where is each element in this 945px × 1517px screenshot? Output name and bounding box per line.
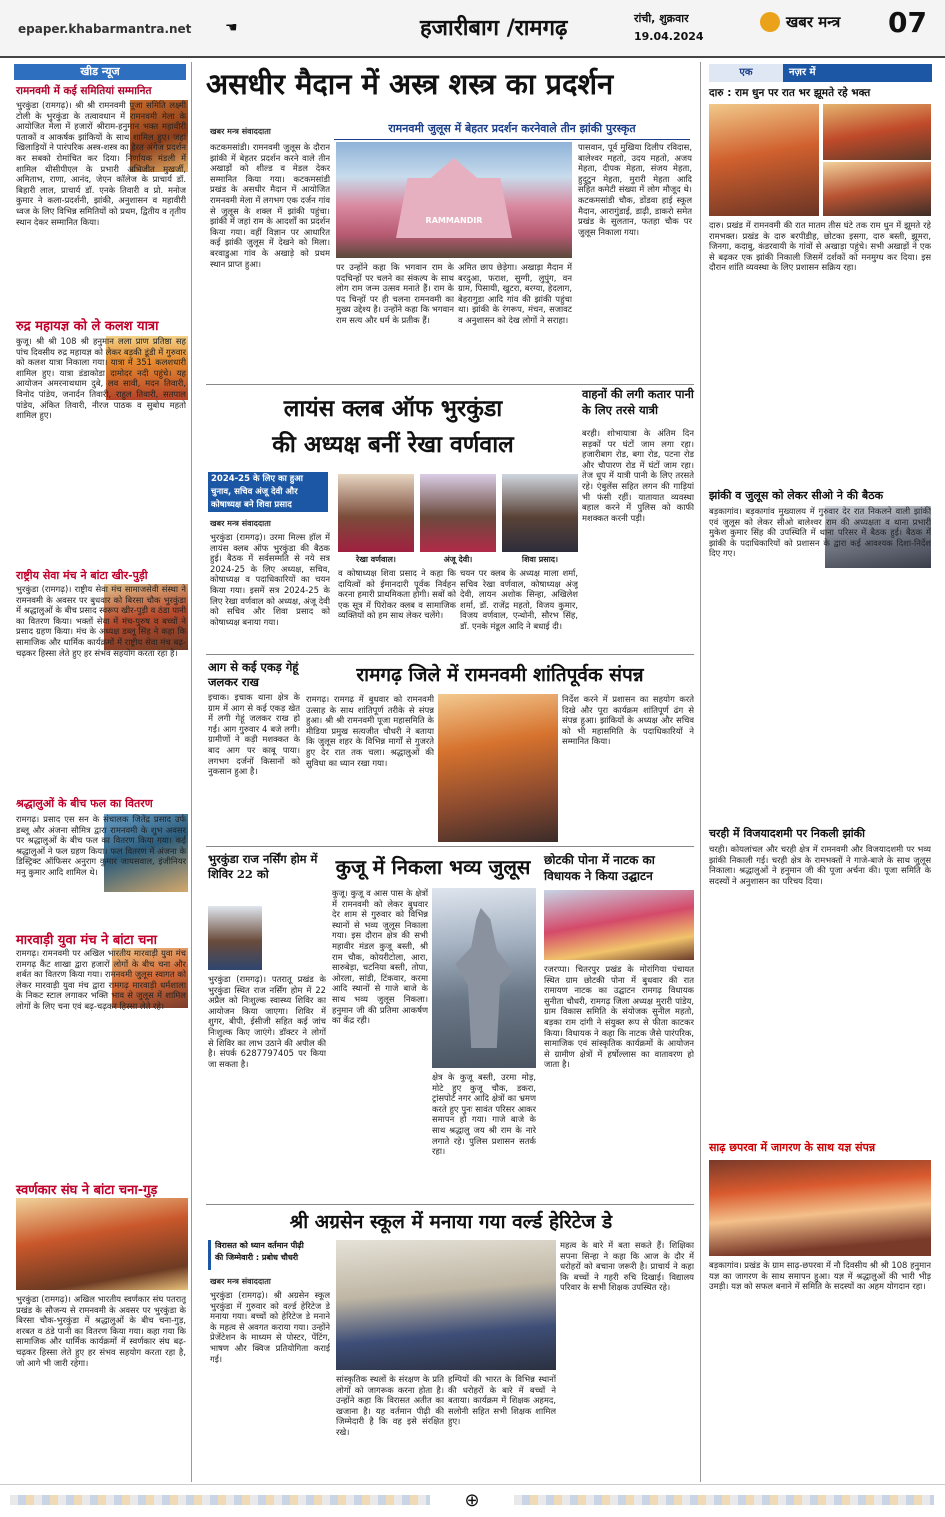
pona-headline: छोटकी पोना में नाटक का विधायक ने किया उद्घाटन [544, 853, 655, 883]
right-s4-headline: साढ़ छपरवा में जागरण के साथ यज्ञ संपन्न [709, 1141, 876, 1154]
lions-tagline: 2024-25 के लिए का हुआ चुनाव, सचिव अंजू देवी और कोषाध्यक्ष बने शिवा प्रसाद [208, 472, 328, 512]
school-tagline-line-2: की जिम्मेवारी : प्रबोध चौधरी [215, 1253, 299, 1262]
right-s1-headline: दारु : राम धुन पर रात भर झूमते रहे भक्त [709, 87, 871, 99]
lions-photo-3 [502, 474, 578, 552]
kuju-body-1: कुजू। कुजू व आस पास के क्षेत्रों में रामनवमी को लेकर बुधवार देर शाम से गुरुवार को विभिन्न स्थानों से भव्य जुलूस निकाला गया। इस दौरान क्षेत्र की सभी महावीर मंडल कुजू बस्ती, श्री राम चौक, कोयरीटोला, आरा, सारुबेड़ा, चटनिया बस्ती, तोपा, ओरला, सांडी, टिंकवार, करमा आदि स्थानों से गाजे बाजे के साथ भव्य जुलूस निकला। हनुमान जी की प्रतिमा आकर्षण का केंद्र रही। [332, 888, 428, 1026]
lead-byline: खबर मन्त्र संवाददाता [210, 127, 271, 136]
right-s1-photo-c [823, 162, 931, 216]
school-headline: श्री अग्रसेन स्कूल में मनाया गया वर्ल्ड हेरिटेज डे [289, 1211, 613, 1233]
school-photo [336, 1240, 556, 1370]
right-s1-body: दारु। प्रखंड में रामनवमी की रात मातम तीस घंटे तक राम धुन में झूमते रहे रामभक्त। प्रखंड के दारु बरपीडीह, छोटका इसगा, दारु बस्ती, झूमरा, जिनगा, कदाबु, कंडरवायी के गांवों से अखाड़ा पहुंचे। सभी अखाड़ों ने एक से बढ़कर एक झांकी निकाली जिसमें दर्शकों को मनमुग्ध कर दिया। इस दौरान शांति व्यवस्था के लिए प्रशासन सक्रिय रहा। [709, 220, 931, 273]
school-tagline-line-1: विरासत को ध्यान वर्तमान पीढ़ी [215, 1241, 304, 1250]
school-body-4: हम्पियों की भारत के विभिन्न स्थानों की धरोहरों के बारे में बच्चों ने बताया। कार्यक्रम में शिक्षक अहमद, सलोनी सहित सभी शिक्षक शामिल हुए। [448, 1374, 556, 1427]
left-s6-body: भुरकुंडा (रामगढ़)। अखिल भारतीय स्वर्णकार संघ पतरातू प्रखंड के सौजन्य से रामनवमी के अवसर पर भुरकुंडा के बिरसा चौक-भुरकुंडा में श्रद्धालुओं के बीच चना-गुड़, शरबत व ठंडे पानी का वितरण किया गया। कहा गया कि सामाजिक और धार्मिक कार्यक्रमों में स्वर्णकार संघ बढ़-चढ़कर हिस्सा लेते हुए हर संभव सहयोग करता रहा है, जो आगे भी जारी रहेगा। [16, 1294, 186, 1368]
issue-date: 19.04.2024 [634, 30, 704, 43]
school-byline: खबर मन्त्र संवाददाता [210, 1277, 271, 1286]
right-s3-headline: चरही में विजयादशमी पर निकली झांकी [709, 827, 865, 840]
left-s2-body: कुजू। श्री श्री 108 श्री हनुमान लला प्राण प्रतिष्ठा सह पांच दिवसीय रुद्र महायज्ञ को लेकर बड़की डूंडी में गुरुवार को कलश यात्रा निकाला गया। यात्रा में 351 कलशधारी शामिल हुए। यात्रा डंडाकोडा दामोदर नदी पहुंचे। यह आयोजन अमरनाथधाम दुबे, लव सावी, मदन तिवारी, विनोद पांडेय, जनार्दन तिवारी, राहुल तिवारी, सतपाल पांडेय, अंकित तिवारी, नीरज पाठक व सुबोध महतो शामिल हुए। [16, 336, 186, 421]
left-s3-headline: राष्ट्रीय सेवा मंच ने बांटा खीर-पुड़ी [16, 569, 148, 582]
left-s6-headline: स्वर्णकार संघ ने बांटा चना-गुड़ [16, 1183, 158, 1198]
peace-body-1: रामगढ़। रामगढ़ में बुधवार को रामनवमी उत्साह के साथ शांतिपूर्ण तरीके से संपन्न हुआ। श्री श्री रामनवमी पूजा महासमिति के मीडिया प्रमुख सत्यजीत चौधरी ने बताया कि जुलूस शहर के विभिन्न मार्गों से गुजरते हुए देर रात तक चला। श्रद्धालुओं की सुविधा का ध्यान रखा गया। [306, 694, 434, 768]
peace-photo [438, 694, 558, 842]
lions-byline: खबर मन्त्र संवाददाता [210, 519, 271, 528]
tab-nazar: नज़र में [783, 64, 932, 82]
kuju-headline: कुजू में निकला भव्य जुलूस [335, 855, 531, 879]
footer-color-strip-right [514, 1495, 934, 1505]
kuju-body-2: क्षेत्र के कुजू बस्ती, उरमा मोड़, मोटे हुए कुजू चौक, डकरा, ट्रांसपोर्ट नगर आदि क्षेत्रों का भ्रमण करते हुए पुनः सावंत परिसर आकर समापन हो गया। गाजे बाजे के साथ श्रद्धालु जय श्री राम के नारे लगाते रहे। पुलिस प्रशासन सतर्क रहा। [432, 1072, 536, 1157]
lead-photo-temple [336, 142, 572, 258]
lions-caption-3: शिवा प्रसाद। [521, 555, 559, 564]
brand-logo-icon [760, 12, 780, 32]
school-body-3: महत्व के बारे में बता सकते हैं। शिक्षिका सपना सिन्हा ने कहा कि आज के दौर में धरोहरों को बचाना जरूरी है। प्राचार्य ने कहा कि बच्चों ने गहरी रुचि दिखाई। विद्यालय परिवार के सभी शिक्षक उपस्थित रहे। [560, 1240, 694, 1293]
lead-body-1: कटकमसांडी। रामनवमी जुलूस के दौरान झांकी में बेहतर प्रदर्शन करने वाले तीन अखाड़ों को शील्ड व मेडल देकर सम्मानित किया गया। कटकमसांडी प्रखंड के असधीर मैदान में आयोजित रामनवमी मेला में लगभग एक दर्जन गांव से जुलूस के शक्ल में झांकी पहुंचा। झांकी में जहां राम के आदर्शों का प्रदर्शन किया गया। वहीं विज्ञान पर आधारित कई झांकी जुलूस में देखने को मिला। बरवाडुआ गांव के अखाड़े को प्रथम स्थान प्राप्त हुआ। [210, 142, 330, 269]
right-s3-body: चरही। कोयलांचल और चरही क्षेत्र में रामनवमी और विजयादशमी पर भव्य झांकी निकाली गई। चरही क्षेत्र के रामभक्तों ने गाजे-बाजे के साथ जुलूस निकाला। श्रद्धालुओं ने हनुमान जी की पूजा अर्चना की। पूजा समिति के सदस्यों ने अनुशासन का परिचय दिया। [709, 844, 931, 886]
left-s5-body: रामगढ़। रामनवमी पर अखिल भारतीय मारवाड़ी युवा मंच रामगढ़ कैंट शाखा द्वारा हजारों लोगों के बीच चना और शर्बत का वितरण किया गया। रामनवमी जुलूस स्वागत को लेकर मारवाड़ी युवा मंच द्वारा रामगढ़ मारवाड़ी धर्मशाला के निकट स्टाल लगाकर भक्ति भाव से जुलूस में शामिल लोगों के लिए चना एवं बढ़-चढ़कर हिस्सा लेते रहे। [16, 948, 186, 1011]
right-s2-body: बड़कागांव। बड़कागांव मुख्यालय में गुरुवार देर रात निकलने वाली झांकी एवं जुलूस को लेकर सीओ बालेश्वर राम की अध्यक्षता व थाना प्रभारी मुकेश कुमार सिंह की उपस्थिति में थाना परिसर में बैठक हुई। बैठक में झांकी के पदाधिकारियों को प्रशासन के द्वारा कई आवश्यक दिशा-निर्देश दिए गए। [709, 506, 931, 559]
left-s2-headline: रुद्र महायज्ञ को ले कलश यात्रा [16, 319, 159, 334]
lead-body-2: पर उन्होंने कहा कि भगवान राम के पदचिन्हों पर चलने का संकल्प के साथ लोग राम जन्म उत्सव मनाते हैं। राम के पद चिन्हों पर ही चलना रामनवमी का मुख्य उद्देश्य है। उन्होंने कहा कि भगवान राम सत्य और धर्म के प्रतीक हैं। [336, 262, 454, 325]
city-day: रांची, शुक्रवार [634, 12, 689, 25]
lions-body-3: चयन पर क्लब के अध्यक्ष माला शर्मा, सचिव रेखा वर्णवाल, कोषाध्यक्ष अंजू देवी, लायन अशोक सिन्हा, अखिलेश शर्मा, डॉ. राजेंद्र महतो, विजय कुमार, विजय वर्णवाल, एन्थोनी, सौरभ सिंह, डॉ. एनके मंडूल आदि ने बधाई दी। [460, 568, 578, 631]
lions-body-1: भुरकुंडा (रामगढ़)। उरमा मिल्स हॉल में लायंस क्लब ऑफ भुरकुंडा की बैठक हुई। बैठक में सर्वसम्मति से नये सत्र 2024-25 के लिए अध्यक्ष, सचिव, कोषाध्यक्ष व पदाधिकारियों का चयन किया गया। इसमें सत्र 2024-25 के लिए रेखा वर्णवाल को अध्यक्ष, अंजू देवी को सचिव और शिवा प्रसाद को कोषाध्यक्ष बनाया गया। [210, 532, 330, 627]
hanuman-statue [452, 908, 516, 1048]
right-s1-photo-b [823, 104, 931, 160]
right-column [700, 62, 932, 1482]
school-body-2: सांस्कृतिक स्थलों के संरक्षण के प्रति लोगों को जागरूक करना होता है। उन्होंने कहा कि विरासत अतीत का खजाना है। यह वर्तमान पीढ़ी की जिम्मेदारी है कि वह इसे संरक्षित रखे। [336, 1374, 444, 1437]
right-s2-headline: झांकी व जुलूस को लेकर सीओ ने की बैठक [709, 489, 884, 502]
left-s1-body: भुरकुंडा (रामगढ़)। श्री श्री रामनवमी पूजा समिति लक्ष्मी टोली के भुरकुंडा के तत्वावधान में रामनवमी मेला के आयोजित मेला में हजारों श्रीराम-हनुमान भक्त महावीरी पताकों व आकर्षक झांकियों के साथ शामिल हुए। जहां खिलाड़ियों ने पारंपरिक अस्त्र-शस्त्र का हैरत अंगेज प्रदर्शन कर सबको रोमांचित कर दिया। निर्णायक मंडली में शामिल थीसीपीएल के प्रभारी अभिजीत मुखर्जी, अमिताभ, राणा, आनंद, जेएन कॉलेज के प्राचार्य डॉ. बिहारी लाल, प्राचार्य डॉ. एनके तिवारी व प्रो. मनोज कुमार ने कला-प्रदर्शनी, झांकी, अनुशासन व महावीरी ध्वज के लिए विभिन्न समितियों को प्रथम, द्वितीय व तृतीय स्थान देकर सम्मानित किया। [16, 100, 186, 227]
fire-headline: आग से कई एकड़ गेहूं जलकर राख [208, 660, 299, 689]
divider-lions [206, 654, 694, 655]
cursor-icon: ☚ [225, 20, 238, 36]
divider-kuju [206, 1204, 694, 1205]
lead-body-4: पासवान, पूर्व मुखिया दिलीप रविदास, बालेश्वर महतो, उदय महतो, अजय मेहता, दीपक मेहता, संजय मेहता, हुदुटुन मेहता, मुरारी मेहता आदि सहित कमेटी संख्या में लोग मौजूद थे। कटकमसांडी चौक, डोंडवा हाई स्कूल मैदान, आरागुंडाई, डाढ़ी, डाकरो समेत प्रखंड के सुलतान, फतहा चौक पर जुलूस निकाला गया। [578, 142, 692, 237]
lions-photo-1 [338, 474, 414, 552]
pona-photo [544, 890, 694, 960]
left-s4-headline: श्रद्धालुओं के बीच फल का वितरण [16, 797, 153, 810]
masthead [0, 0, 945, 58]
left-s3-body: भुरकुंडा (रामगढ़)। राष्ट्रीय सेवा मंच सामाजसेवी संस्था ने रामनवमी के अवसर पर बुधवार को बिरसा चौक भुरकुंडा में श्रद्धालुओं के बीच प्रसाद स्वरूप खीर-पुड़ी व ठंडा पानी का वितरण किया। भक्तों सेवा में मंच-पुरुष व बच्चों ने प्रसाद ग्रहण किया। मंच के अध्यक्ष डब्लू सिंह ने कहा कि सामाजिक और धार्मिक कार्यक्रमों में राष्ट्रीय सेवा मंच बढ़-चढ़कर हिस्सा लेते हुए हर संभव सहयोग करता रहा है। [16, 584, 186, 658]
page-number: 07 [888, 6, 927, 39]
peace-headline: रामगढ़ जिले में रामनवमी शांतिपूर्वक संपन्न [356, 664, 644, 686]
temple-shape [396, 158, 512, 238]
brand [760, 12, 840, 32]
kuju-photo [432, 888, 536, 1068]
section-title: हजारीबाग /रामगढ़ [420, 16, 568, 41]
footer-color-strip-left [10, 1495, 430, 1505]
right-s4-photo [709, 1160, 931, 1256]
ek-nazar-tab [709, 64, 932, 82]
left-s5-headline: मारवाड़ी युवा मंच ने बांटा चना [16, 933, 157, 948]
school-body-1: भुरकुंडा (रामगढ़)। श्री अग्रसेन स्कूल भुरकुंडा में गुरुवार को वर्ल्ड हेरिटेज डे मनाया गया। बच्चों को हेरिटेज डे मनाने के महत्व से अवगत कराया गया। उन्होंने प्रेजेंटेशन के माध्यम से पोस्टर, पेंटिंग, भाषण और क्विज प्रतियोगिता कराई गई। [210, 1290, 330, 1364]
left-s1-headline: रामनवमी में कई समितियां सम्मानित [16, 85, 152, 97]
temple-sign: RAMMANDIR [425, 216, 483, 225]
left-banner: खीड न्यूज [14, 64, 186, 80]
right-s4-body: बड़कागांव। प्रखंड के ग्राम साढ़-छपरवा में नौ दिवसीय श्री श्री 108 हनुमान यज्ञ का जागरण के साथ समापन हुआ। यज्ञ में श्रद्धालुओं की भारी भीड़ उमड़ी। यज्ञ को सफल बनाने में समिति के सदस्यों का अहम योगदान रहा। [709, 1260, 931, 1292]
water-headline: वाहनों की लगी कतार पानी के लिए तरसे यात्री [582, 387, 694, 417]
pona-body: रजरप्पा। चितरपुर प्रखंड के मोरांगिया पंचायत स्थित ग्राम छोटकी पोना में बुधवार की रात रामायण नाटक का उद्घाटन रामगढ़ विधायक सुनीता चौधरी, रामगढ़ जिला अध्यक्ष मुरारी पांडेय, ग्राम विकास समिति के संयोजक सुनील महतो, बड़का राम दांगी ने संयुक्त रूप से फीता काटकर किया। विधायक ने कहा कि नाटक जैसे पारंपरिक, सामाजिक एवं सांस्कृतिक कार्यक्रमों के आयोजन से ग्रामीण क्षेत्रों में हर्षोल्लास का वातावरण हो जाता है। [544, 964, 694, 1070]
lions-caption-1: रेखा वर्णवाल। [356, 555, 396, 564]
camp-photo [208, 906, 262, 970]
camp-body: भुरकुंडा (रामगढ़)। पतरातू प्रखंड के भुरकुंडा स्थित राज नर्सिंग होम में 22 अप्रैल को निःशुल्क स्वास्थ्य शिविर का आयोजन किया जाएगा। शिविर में शुगर, बीपी, ईसीजी सहित कई जांच निःशुल्क किए जाएंगे। डॉक्टर ने लोगों से शिविर का लाभ उठाने की अपील की है। संपर्क 6287797405 पर किया जा सकता है। [208, 974, 326, 1069]
fire-body: इचाक। इचाक थाना क्षेत्र के ग्राम में आग से कई एकड़ खेत में लगी गेहूं जलकर राख हो गई। आग गुरुवार 4 बजे लगी। ग्रामीणों ने कड़ी मशक्कत के बाद आग पर काबू पाया। लगभग दर्जनों किसानों को नुकसान हुआ है। [208, 692, 300, 777]
left-s6-photo [16, 1198, 188, 1290]
lions-caption-2: अंजू देवी। [443, 555, 473, 564]
footer-bar [0, 1484, 945, 1517]
lions-headline-1: लायंस क्लब ऑफ भुरकुंडा [283, 395, 503, 422]
school-tagline [208, 1240, 332, 1270]
brand-name: खबर मन्त्र [786, 13, 841, 31]
dateline [634, 10, 704, 46]
footer-center-icon[interactable]: ⊕ [464, 1490, 480, 1511]
divider-peace [206, 846, 694, 847]
peace-body-2: निर्देश करने में प्रशासन का सहयोग करते दिखे और पूरा कार्यक्रम शांतिपूर्ण ढंग से संपन्न हुआ। झांकियों के अध्यक्ष और सचिव को भी महासमिति के पदाधिकारियों ने सम्मानित किया। [562, 694, 694, 747]
lions-body-2: व कोषाध्यक्ष शिवा प्रसाद ने कहा कि दायित्वों को ईमानदारी पूर्वक निर्वहन करना हमारी प्राथमिकता होगी। सबों को एक सूत्र में पिरोकर क्लब व सामाजिक व्यक्तियों को हम साथ लेकर चलेंगे। [338, 568, 456, 621]
tab-ek: एक [709, 64, 783, 82]
right-s1-photo-a [709, 104, 819, 216]
lions-photo-2 [420, 474, 496, 552]
left-s4-body: रामगढ़। प्रसाद एस सन के संचालक जितेंद्र प्रसाद उर्फ डब्लू और अंजना सौमित्र द्वारा रामनवमी के शुभ अवसर पर श्रद्धालुओं के बीच फल का वितरण किया गया। कई श्रद्धालुओं ने फल ग्रहण किया। फल वितरण में अंजना के डिस्ट्रिक्ट ऑफिसर अनुराग कुमार जायसवाल, इंजीनियर मनु कुमार आदि शामिल थे। [16, 814, 186, 877]
water-body: बरही। शोभायात्रा के अंतिम दिन सड़कों पर घंटों जाम लगा रहा। हजारीबाग रोड, बगा रोड, पटना रोड और चौपारण रोड में घंटों जाम रहा। तेज धूप में यात्री पानी के लिए तरसते रहे। एंबुलेंस सहित लगन की गाड़ियां भी फंसी रहीं। यातायात व्यवस्था बहाल करने में पुलिस को काफी मशक्कत करनी पड़ी। [582, 428, 694, 523]
left-column [14, 62, 192, 1482]
divider-lead [206, 384, 694, 385]
lead-subhead: रामनवमी जुलूस में बेहतर प्रदर्शन करनेवाले तीन झांकी पुरस्कृत [334, 118, 690, 140]
lead-body-3: अमित छाप छेड़ेगा। अखाड़ा मैदान में बरदुआ, फराश, सुग्गी, लुपुंग, वन ग्राम, पिसायी, खुटरा, बरग्या, हेदलाग, बेहरागुडा आदि गांव की झांकी पहुंचा था। झांकी के रंगरूप, मंचन, सजावट व अनुशासन को देख लोगों ने सराहा। [458, 262, 572, 325]
camp-headline: भुरकुंडा राज नर्सिंग होम में शिविर 22 को [208, 852, 318, 881]
lions-headline-2: की अध्यक्ष बनीं रेखा वर्णवाल [272, 431, 514, 458]
lead-headline: असधीर मैदान में अस्त्र शस्त्र का प्रदर्शन [206, 67, 614, 101]
epaper-url[interactable]: epaper.khabarmantra.net [18, 22, 192, 36]
